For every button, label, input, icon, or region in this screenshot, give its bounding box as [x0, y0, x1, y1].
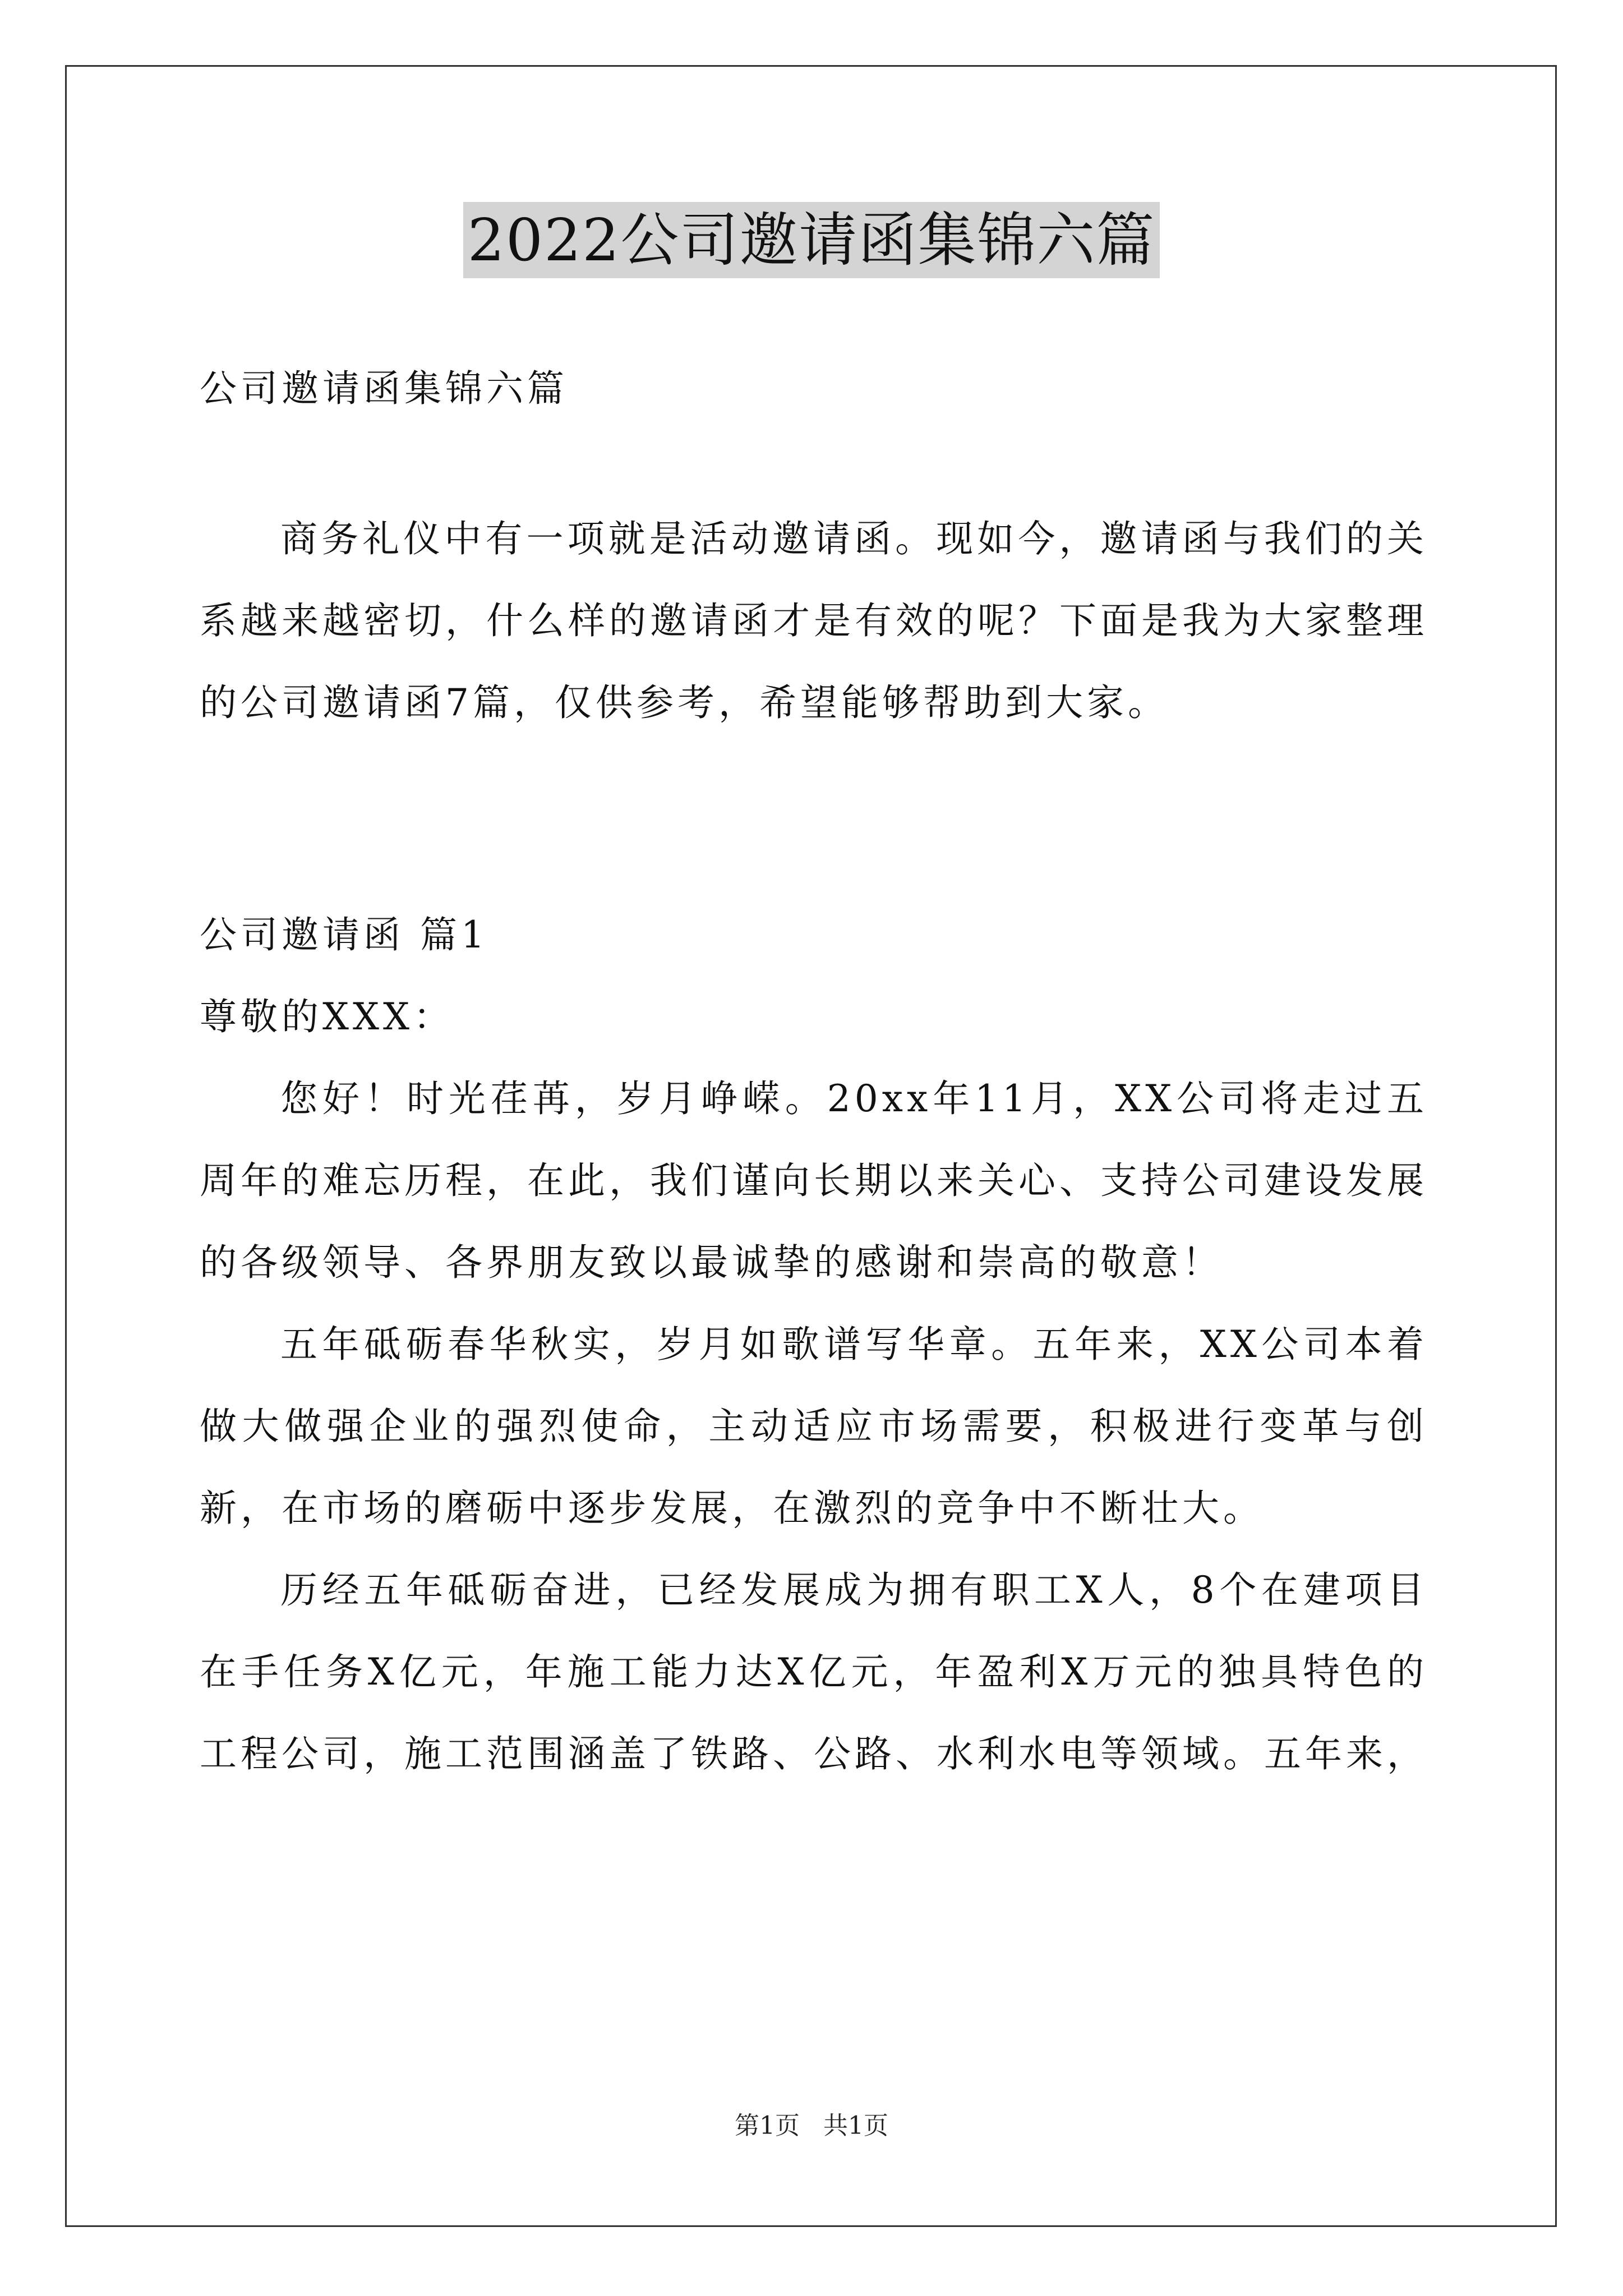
body-paragraph-2: 五年砥砺春华秋实，岁月如歌谱写华章。五年来，XX公司本着做大做强企业的强烈使命，主动适应市场需要，积极进行变革与创新，在市场的磨砺中逐步发展，在激烈的竞争中不断壮大。: [200, 1323, 1428, 1530]
document-subtitle: 公司邀请函集锦六篇: [200, 367, 568, 410]
page-total: 共1页: [823, 2111, 888, 2140]
title-container: [0, 202, 1623, 278]
intro-paragraph: 商务礼仪中有一项就是活动邀请函。现如今，邀请函与我们的关系越来越密切，什么样的邀请函才是有效的呢？下面是我为大家整理的公司邀请函7篇，仅供参考，希望能够帮助到大家。: [200, 517, 1428, 724]
page-footer: [0, 2110, 1623, 2142]
body-paragraph-1: 您好！时光荏苒，岁月峥嵘。20xx年11月，XX公司将走过五周年的难忘历程，在此，我们谨向长期以来关心、支持公司建设发展的各级领导、各界朋友致以最诚挚的感谢和崇高的敬意！: [200, 1077, 1428, 1284]
body-paragraph-3: 历经五年砥砺奋进，已经发展成为拥有职工X人，8个在建项目在手任务X亿元，年施工能力达X亿元，年盈利X万元的独具特色的工程公司，施工范围涵盖了铁路、公路、水利水电等领域。五年来，: [200, 1568, 1428, 1775]
section-heading: 公司邀请函 篇1: [200, 913, 488, 956]
page-number: 第1页: [735, 2111, 800, 2140]
document-body: [200, 348, 1428, 1795]
salutation: 尊敬的XXX：: [200, 995, 454, 1038]
document-title: 2022公司邀请函集锦六篇: [463, 202, 1160, 278]
